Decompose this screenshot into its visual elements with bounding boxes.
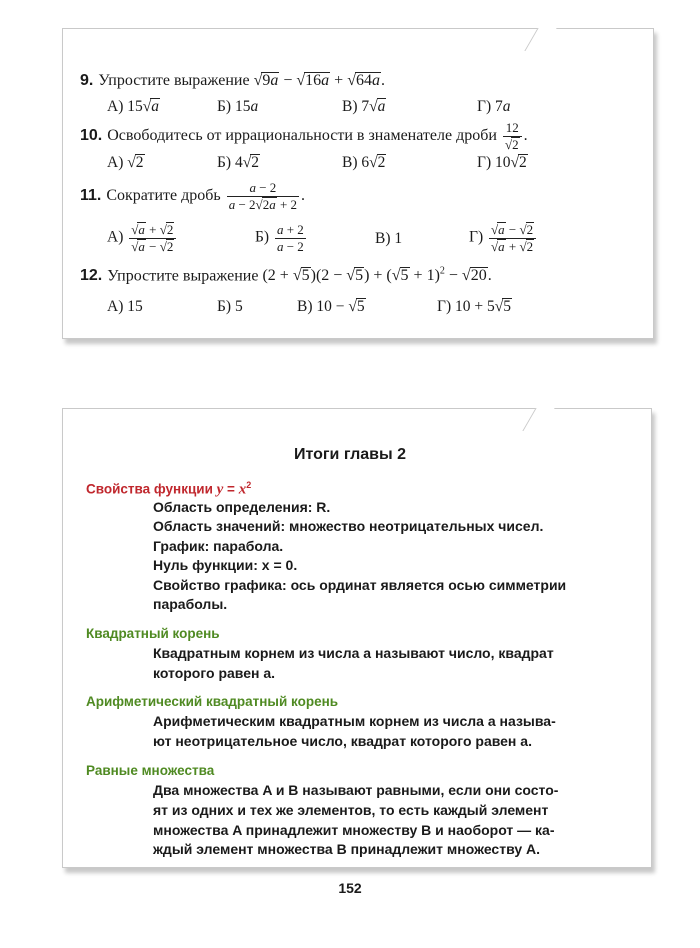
summary-line: Арифметическим квадратным корнем из числа a называ- — [153, 713, 556, 729]
problem-text: Упростите выражение — [98, 72, 250, 89]
answer-g: Г) 10 + 5√5 — [437, 298, 511, 315]
answer-a: А) √2 — [107, 154, 144, 171]
summary-line: Область значений: множество неотрицательных чисел. — [153, 518, 544, 534]
card-tab — [545, 28, 654, 51]
answer-a: А) 15√a — [107, 98, 159, 115]
answer-v: В) 10 − √5 — [297, 298, 365, 315]
summary-line: Квадратным корнем из числа a называют число, квадрат — [153, 645, 554, 661]
summary-line: Два множества A и B называют равными, если они состо- — [153, 782, 559, 798]
section-heading-arithmetic-root: Арифметический квадратный корень — [86, 694, 339, 709]
card-tab — [543, 408, 652, 431]
problem-9 — [80, 72, 385, 90]
summary-line: ят из одних и тех же элементов, то есть каждый элемент — [153, 802, 549, 818]
problem-expression: √9a − √16a + √64a. — [253, 72, 385, 89]
problem-expression: $\frac{a - 2}{a - 2√2a + 2}$ — [228, 180, 298, 212]
section-heading-equal-sets: Равные множества — [86, 763, 215, 778]
problem-number: 11. — [80, 186, 102, 204]
problem-number: 12. — [80, 267, 103, 285]
answer-a: А) $\frac{√a + √2}{√a - √2}$ — [107, 222, 178, 254]
summary-line: Область определения: R. — [153, 499, 331, 515]
answer-b: Б) 15a — [217, 98, 259, 115]
problem-text: Освободитесь от иррациональности в знаменателе дроби — [107, 126, 497, 144]
problem-12 — [80, 266, 492, 285]
answer-g: Г) 7a — [477, 98, 511, 115]
answer-a: А) 15 — [107, 298, 143, 315]
answer-v: В) 1 — [375, 230, 403, 247]
summary-line: Нуль функции: x = 0. — [153, 557, 298, 573]
answer-g: Г) $\frac{√a - √2}{√a + √2}$ — [469, 222, 538, 254]
summary-line: параболы. — [153, 596, 228, 612]
summary-line: которого равен a. — [153, 665, 276, 681]
problem-text: Сократите дробь — [106, 186, 221, 204]
problem-expression: $\frac{12}{√2}$ — [503, 120, 522, 152]
problem-expression: $(2 + √5)(2 - √5) + (√5 + 1)^2 - √20$. — [262, 266, 492, 285]
problem-number: 9. — [80, 72, 94, 89]
summary-line: ют неотрицательное число, квадрат которого равен a. — [153, 733, 532, 749]
answer-b: Б) 5 — [217, 298, 243, 315]
answer-b: Б) $\frac{a + 2}{a - 2}$ — [255, 222, 304, 254]
answer-b: Б) 4√2 — [217, 154, 259, 171]
problem-number: 10. — [80, 126, 103, 144]
answer-g: Г) 10√2 — [477, 154, 527, 171]
answer-v: В) 7√a — [342, 98, 386, 115]
problem-text: Упростите выражение — [107, 267, 259, 285]
summary-line: множества A принадлежит множеству B и наоборот — ка- — [153, 822, 555, 838]
section-heading-function-properties: Свойства функции $y = x^2$ — [86, 480, 252, 498]
problem-11: 11. Сократите дробь $\frac{a - 2}{a - 2√2a + 2}$ . — [80, 180, 306, 212]
answer-v: В) 6√2 — [342, 154, 386, 171]
problem-10: 10. Освободитесь от иррациональности в знаменателе дроби $\frac{12}{√2}$ . — [80, 120, 528, 152]
section-heading-square-root: Квадратный корень — [86, 626, 220, 641]
summary-title: Итоги главы 2 — [293, 446, 406, 463]
page-number: 152 — [338, 880, 362, 896]
summary-line: График: парабола. — [153, 538, 284, 554]
summary-line: ждый элемент множества B принадлежит множеству A. — [153, 841, 540, 857]
summary-line: Свойство графика: ось ординат является осью симметрии — [153, 577, 567, 593]
